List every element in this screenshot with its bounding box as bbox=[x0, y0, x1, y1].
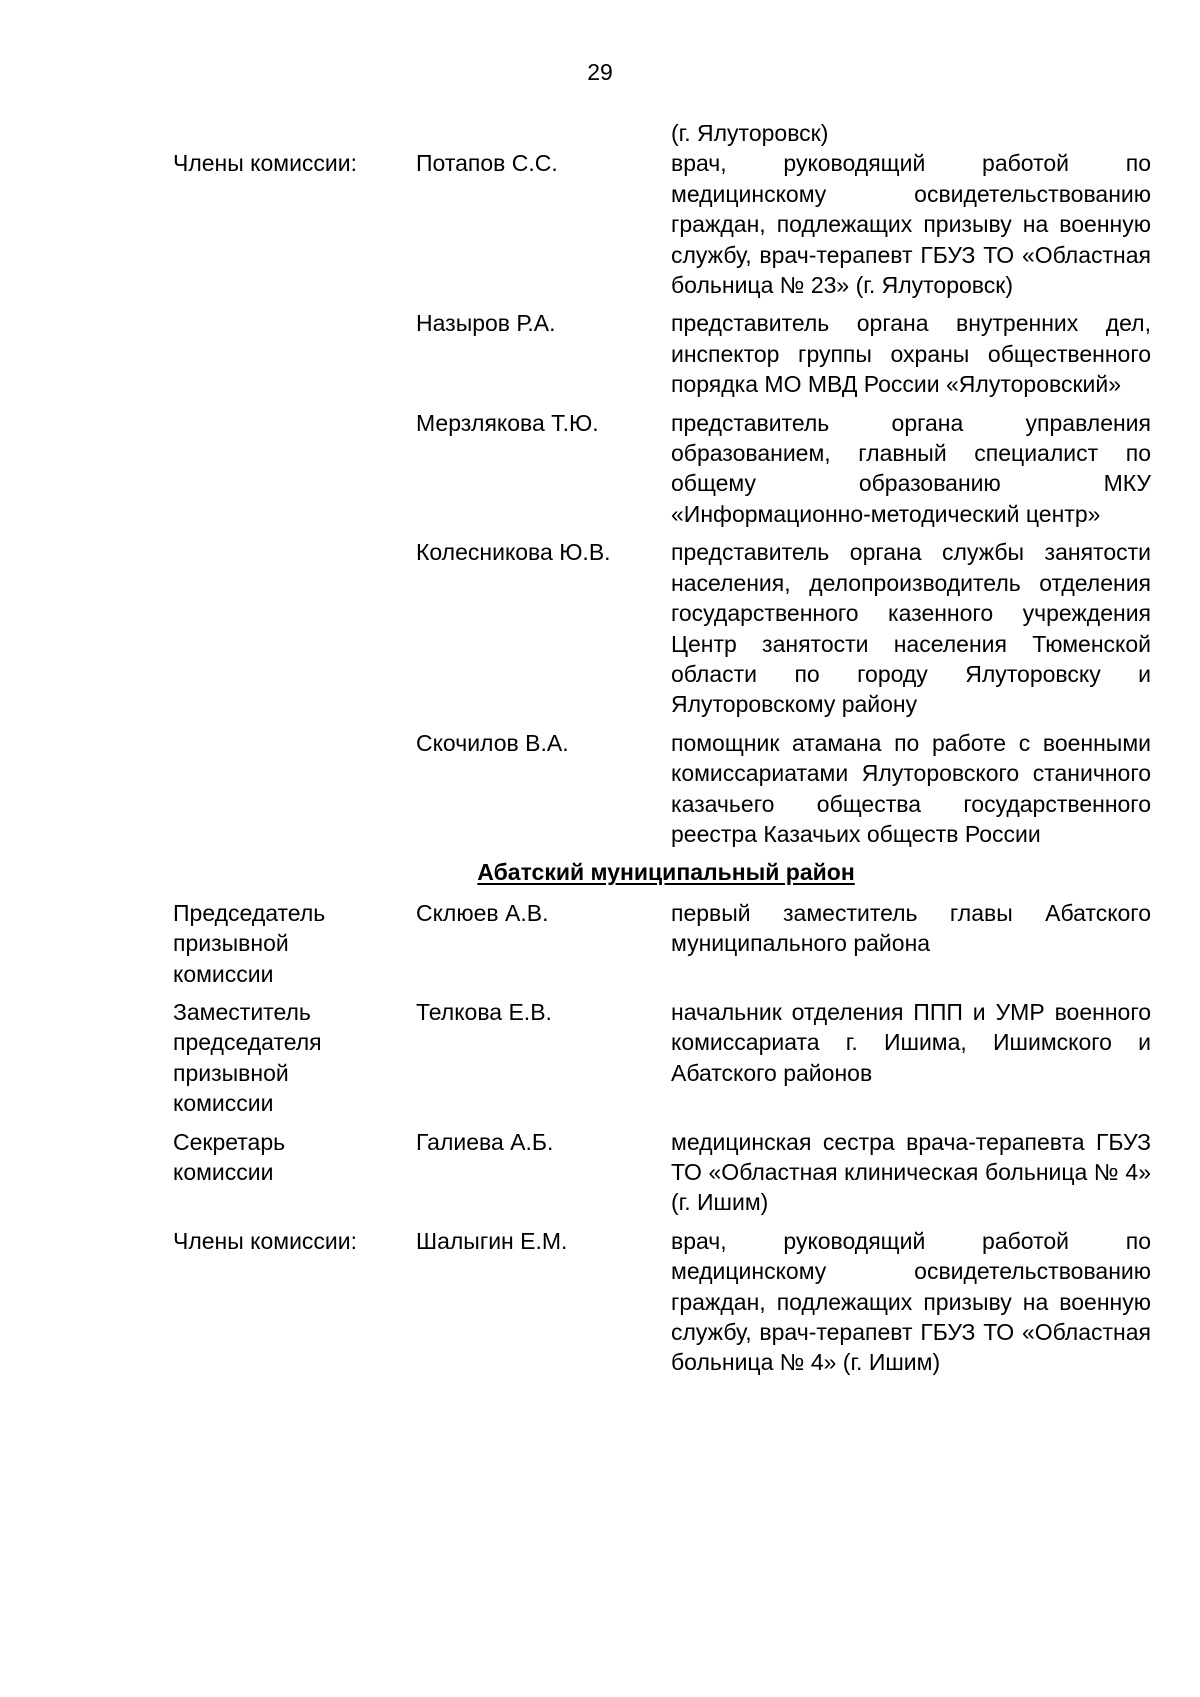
member-name: Колесникова Ю.В. bbox=[416, 539, 611, 566]
member-description: помощник атамана по работе с военными комиссариатами Ялуторовского станичного казачьего общества государственного реестра Казачьих обществ России bbox=[671, 729, 1151, 847]
secretary-row bbox=[173, 1127, 1151, 1218]
member-row bbox=[173, 537, 1151, 719]
role-label: Секретарь комиссии bbox=[173, 1128, 286, 1185]
member-name: Мерзлякова Т.Ю. bbox=[416, 409, 599, 436]
member-description: представитель органа управления образованием, главный специалист по общему образованию МКУ «Информационно-методический центр» bbox=[671, 409, 1151, 527]
member-row bbox=[173, 148, 1151, 300]
deputy-row bbox=[173, 997, 1151, 1119]
member-row bbox=[173, 728, 1151, 850]
members-label: Члены комиссии: bbox=[173, 1227, 358, 1254]
section-heading: Абатский муниципальный район bbox=[477, 859, 855, 886]
member-row bbox=[173, 408, 1151, 530]
member-name: Потапов С.С. bbox=[416, 150, 558, 177]
member-description: медицинская сестра врача-терапевта ГБУЗ ТО «Областная клиническая больница № 4» (г. Ишим) bbox=[671, 1128, 1151, 1216]
continuation-text: (г. Ялуторовск) bbox=[671, 120, 829, 146]
page-number: 29 bbox=[587, 59, 613, 85]
member-name: Телкова Е.В. bbox=[416, 998, 552, 1025]
member-name: Галиева А.Б. bbox=[416, 1128, 554, 1155]
member-description: начальник отделения ППП и УМР военного комиссариата г. Ишима, Ишимского и Абатского районов bbox=[671, 998, 1151, 1086]
member-description: представитель органа внутренних дел, инспектор группы охраны общественного порядка МО МВД России «Ялуторовский» bbox=[671, 310, 1151, 398]
member-name: Скочилов В.А. bbox=[416, 729, 569, 756]
member-description: представитель органа службы занятости населения, делопроизводитель отделения государственного казенного учреждения Центр занятости населения Тюменской области по городу Ялуторовску и Ялуторовскому району bbox=[671, 539, 1151, 718]
member-row bbox=[173, 1226, 1151, 1378]
member-description: врач, руководящий работой по медицинскому освидетельствованию граждан, подлежащих призыву на военную службу, врач-терапевт ГБУЗ ТО «Областная больница № 4» (г. Ишим) bbox=[671, 1227, 1151, 1376]
continuation-row bbox=[173, 118, 1151, 148]
role-label: Заместитель председателя призывной комиссии bbox=[173, 998, 322, 1117]
member-name: Назыров Р.А. bbox=[416, 310, 556, 337]
member-name: Склюев А.В. bbox=[416, 899, 549, 926]
member-description: врач, руководящий работой по медицинскому освидетельствованию граждан, подлежащих призыву на военную службу, врач-терапевт ГБУЗ ТО «Областная больница № 23» (г. Ялуторовск) bbox=[671, 150, 1151, 299]
role-label: Председатель призывной комиссии bbox=[173, 899, 326, 987]
member-description: первый заместитель главы Абатского муниципального района bbox=[671, 899, 1151, 957]
members-label: Члены комиссии: bbox=[173, 150, 358, 177]
chair-row bbox=[173, 898, 1151, 989]
commission-list bbox=[173, 118, 1151, 1378]
member-name: Шалыгин Е.М. bbox=[416, 1227, 568, 1254]
member-row bbox=[173, 308, 1151, 399]
